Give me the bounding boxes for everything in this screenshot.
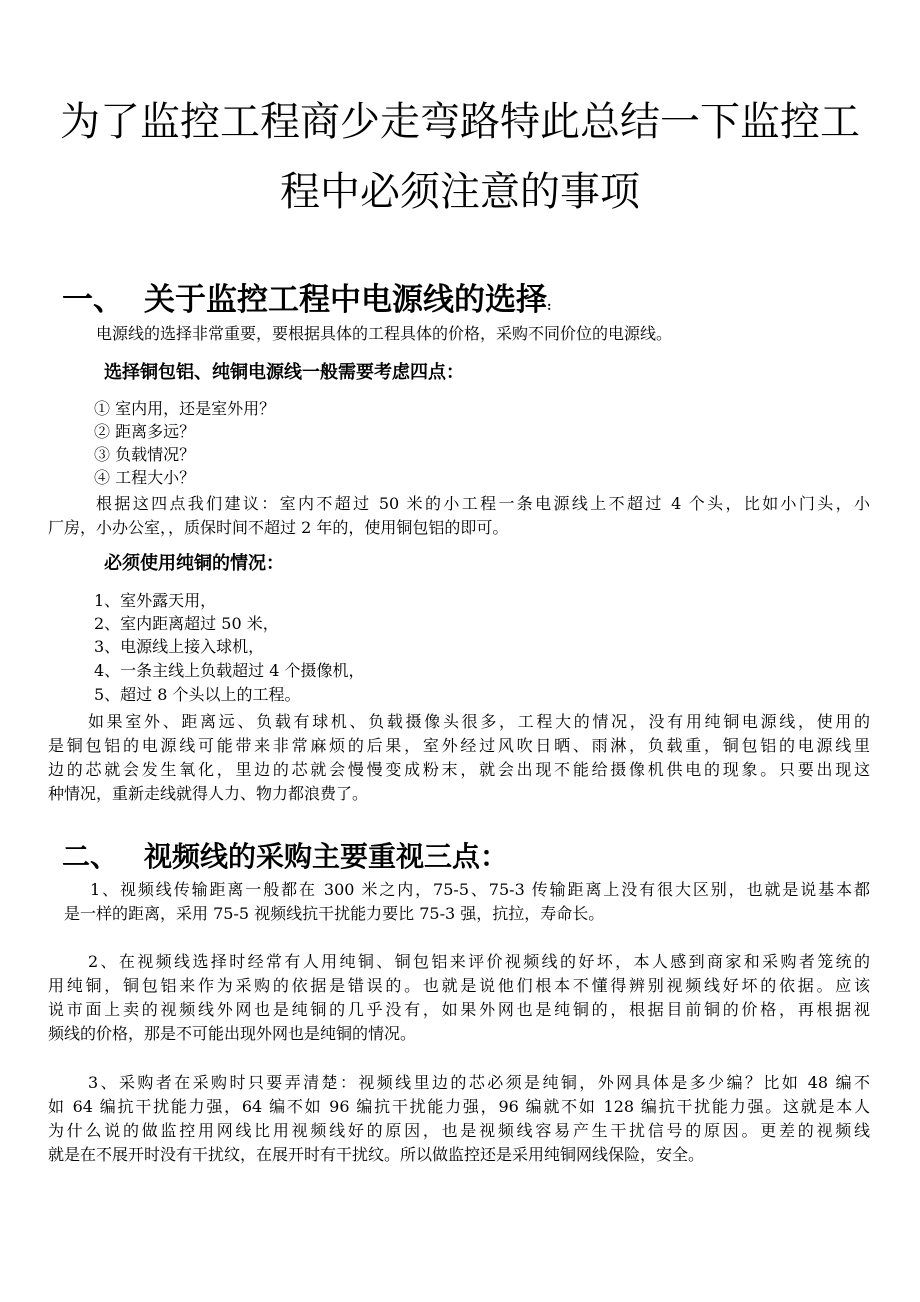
video-point-3-line: 如 64 编抗干扰能力强，64 编不如 96 编抗干扰能力强，96 编就不如 128 编抗干扰能力强。这就是本人 <box>48 1097 870 1116</box>
warning-line: 是铜包铝的电源线可能带来非常麻烦的后果，室外经过风吹日晒、雨淋，负载重，铜包铝的电源线里 <box>48 736 870 755</box>
copper-case-item: 4、一条主线上负载超过 4 个摄像机， <box>94 661 365 680</box>
video-point-2-line: 说市面上卖的视频线外网也是纯铜的几乎没有，如果外网也是纯铜的，根据目前铜的价格，再根据视 <box>48 1000 870 1019</box>
consideration-item: ④ 工程大小？ <box>94 468 196 487</box>
video-point-2-line: 2、在视频线选择时经常有人用纯铜、铜包铝来评价视频线的好坏，本人感到商家和采购者笼统的 <box>88 952 870 971</box>
video-point-3-line: 为什么说的做监控用网线比用视频线好的原因，也是视频线容易产生干扰信号的原因。更差的视频线 <box>48 1121 870 1140</box>
copper-case-item: 2、室内距离超过 50 米， <box>94 614 279 633</box>
section-1-colon: : <box>547 299 552 313</box>
section-1-subheading-copper: 必须使用纯铜的情况： <box>104 553 284 574</box>
document-title-line-2: 程中必须注意的事项 <box>280 169 640 215</box>
warning-line: 种情况，重新走线就得人力、物力都浪费了。 <box>48 784 369 803</box>
copper-case-item: 5、超过 8 个头以上的工程。 <box>94 685 301 704</box>
warning-line: 如果室外、距离远、负载有球机、负载摄像头很多，工程大的情况，没有用纯铜电源线，使用的 <box>88 712 870 731</box>
video-point-3-line: 就是在不展开时没有干扰纹，在展开时有干扰纹。所以做监控还是采用纯铜网线保险，安全。 <box>48 1145 705 1164</box>
section-1-title: 关于监控工程中电源线的选择 <box>144 282 547 318</box>
section-2-heading <box>62 837 508 877</box>
section-1-number: 一、 <box>62 282 124 318</box>
warning-line: 边的芯就会发生氧化，里边的芯就会慢慢变成粉末，就会出现不能给摄像机供电的现象。只要出现这 <box>48 760 870 779</box>
consideration-item: ② 距离多远？ <box>94 422 196 441</box>
document-title-line-1: 为了监控工程商少走弯路特此总结一下监控工 <box>60 99 860 145</box>
video-point-3-line: 3、采购者在采购时只要弄清楚：视频线里边的芯必须是纯铜，外网具体是多少编？比如 48 编不 <box>88 1073 870 1092</box>
section-2-number: 二、 <box>62 840 119 873</box>
section-2-title: 视频线的采购主要重视三点： <box>144 840 509 873</box>
video-point-2-line: 频线的价格，那是不可能出现外网也是纯铜的情况。 <box>48 1024 417 1043</box>
video-point-2-line: 用纯铜，铜包铝来作为采购的依据是错误的。也就是说他们根本不懂得辨别视频线好坏的依据。应该 <box>48 976 870 995</box>
copper-case-item: 3、电源线上接入球机， <box>94 637 265 656</box>
consideration-item: ① 室内用，还是室外用？ <box>94 399 276 418</box>
advice-line: 根据这四点我们建议：室内不超过 50 米的小工程一条电源线上不超过 4 个头，比如小门头，小 <box>96 494 870 513</box>
section-1-intro: 电源线的选择非常重要，要根据具体的工程具体的价格，采购不同价位的电源线。 <box>96 324 673 343</box>
advice-line: 厂房，小办公室，，质保时间不超过 2 年的，使用铜包铝的即可。 <box>48 518 509 537</box>
video-point-1-line: 是一样的距离，采用 75-5 视频线抗干扰能力要比 75-3 强，抗拉，寿命长。 <box>64 904 605 923</box>
copper-case-item: 1、室外露天用， <box>94 591 217 610</box>
section-1-heading <box>62 280 551 326</box>
video-point-1-line: 1、视频线传输距离一般都在 300 米之内，75-5、75-3 传输距离上没有很大区别，也就是说基本都 <box>90 880 870 899</box>
section-1-subheading-considerations: 选择铜包铝、纯铜电源线一般需要考虑四点： <box>104 362 464 383</box>
consideration-item: ③ 负载情况？ <box>94 445 196 464</box>
